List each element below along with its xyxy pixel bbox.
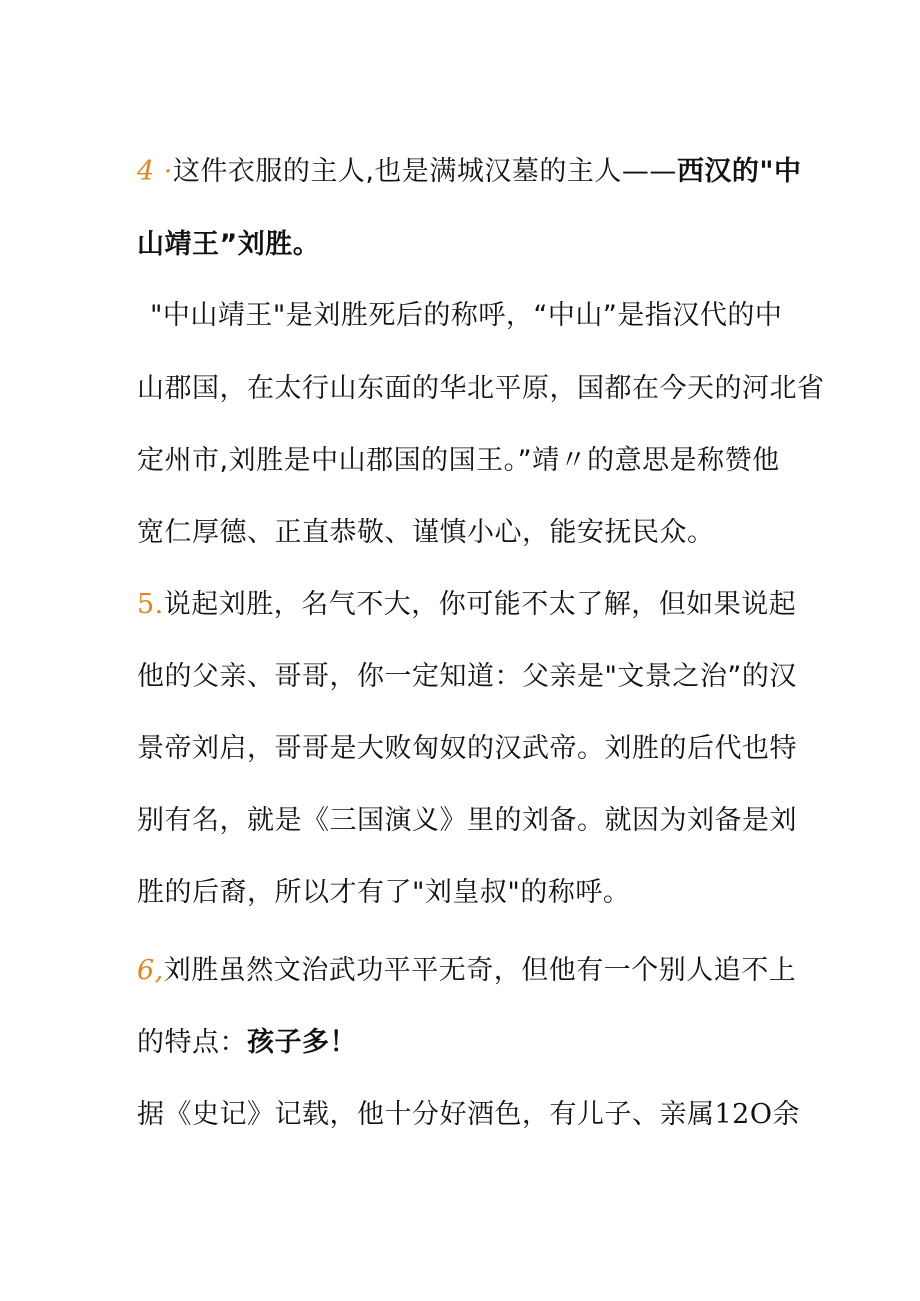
item5-line5: 胜的后裔，所以才有了"刘皇叔"的称呼。	[137, 877, 631, 908]
item4-line1	[137, 154, 802, 190]
item6-line1	[137, 953, 796, 989]
item5-line3: 景帝刘启，哥哥是大败匈奴的汉武帝。刘胜的后代也特	[137, 733, 797, 764]
explain-line2: 山郡国，在太行山东面的华北平原，国都在今天的河北省	[137, 373, 825, 404]
item4-bold2: 山靖王”刘胜。	[137, 229, 321, 260]
item6-number: 6,	[137, 955, 164, 986]
explain-line1: "中山靖王"是刘胜死后的称呼，“中山”是指汉代的中	[150, 300, 783, 331]
records-number: 12O	[714, 1099, 773, 1130]
item5-number: 5.	[137, 589, 164, 620]
item6-text1: 刘胜虽然文治武功平平无奇，但他有一个别人追不上	[163, 955, 797, 986]
item6-bold: 孩子多！	[247, 1027, 357, 1058]
item5-line1	[137, 587, 796, 623]
item4-number: 4 ·	[137, 156, 173, 187]
explain-line4: 宽仁厚德、正直恭敬、谨慎小心，能安抚民众。	[137, 517, 715, 548]
item6-line2	[137, 1025, 357, 1061]
records-text: 据《史记》记载，他十分好酒色，有儿子、亲属	[137, 1099, 715, 1130]
item5-line2: 他的父亲、哥哥，你一定知道：父亲是"文景之治”的汉	[137, 661, 797, 692]
item4-text: 这件衣服的主人,也是满城汉墓的主人——	[172, 156, 677, 187]
records-suffix: 余	[772, 1099, 800, 1130]
item5-text1: 说起刘胜，名气不大，你可能不太了解，但如果说起	[163, 589, 797, 620]
records-line	[137, 1097, 800, 1133]
item4-line2	[137, 227, 320, 263]
item6-prefix: 的特点：	[137, 1027, 247, 1058]
explain-line3: 定州市,刘胜是中山郡国的国王。”靖〃的意思是称赞他	[137, 445, 780, 476]
item5-line4: 别有名，就是《三国演义》里的刘备。就因为刘备是刘	[137, 805, 797, 836]
item4-bold1: 西汉的"中	[676, 156, 802, 187]
